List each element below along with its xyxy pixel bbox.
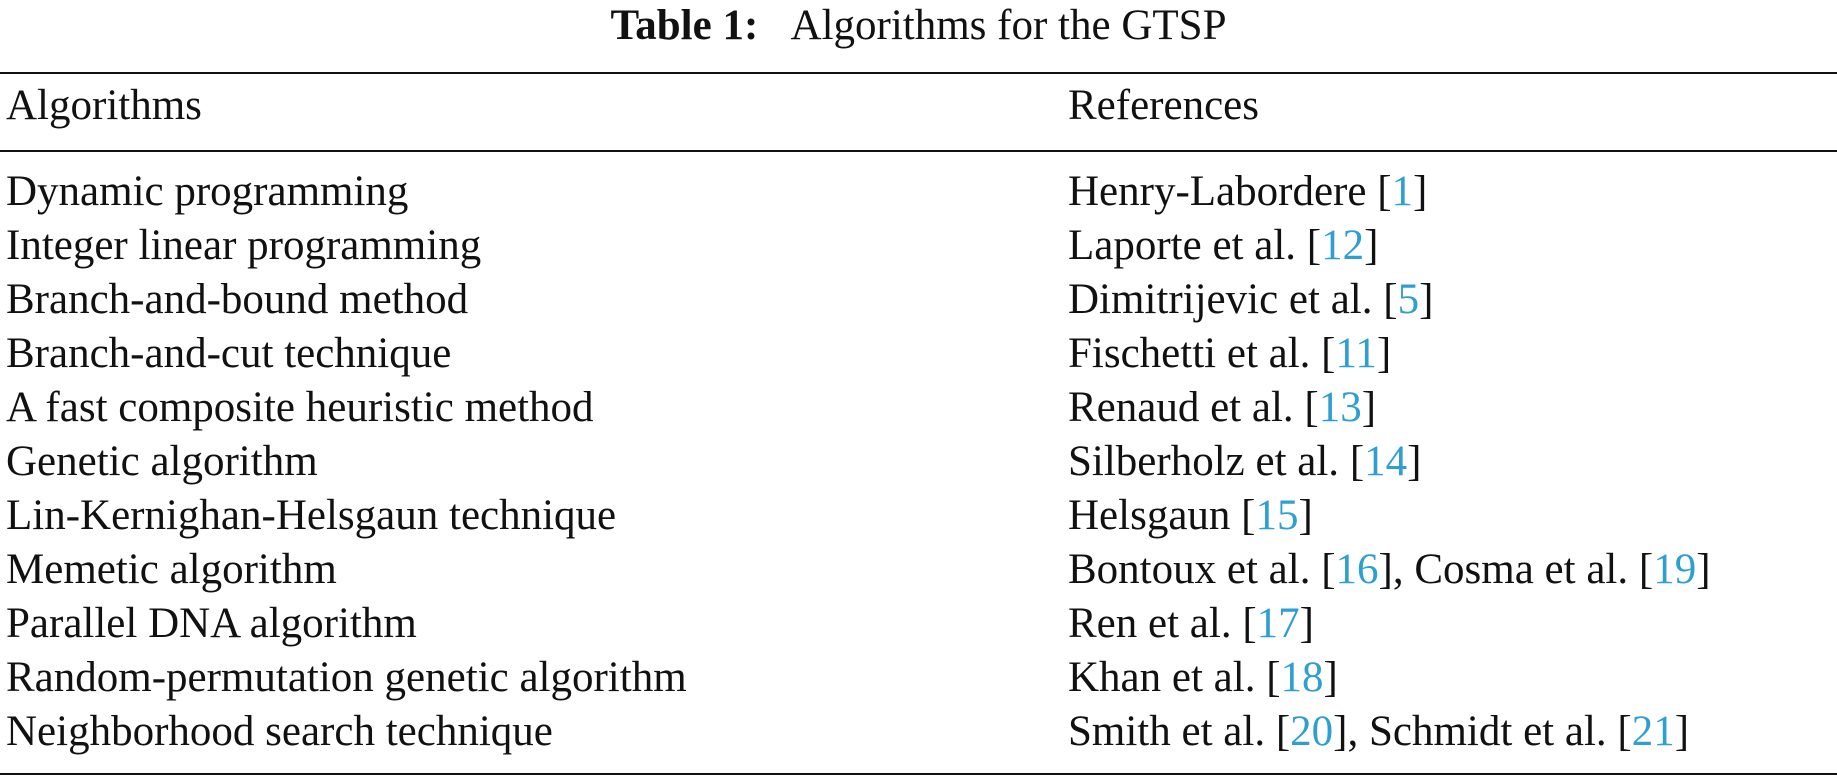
references-cell: Bontoux et al. [16], Cosma et al. [19] [1068, 546, 1711, 593]
references-cell: Fischetti et al. [11] [1068, 330, 1392, 377]
citation-link[interactable]: 11 [1335, 330, 1377, 377]
citation-link[interactable]: 5 [1397, 276, 1420, 323]
column-header-algorithms: Algorithms [6, 82, 202, 129]
table-caption-label: Table 1: [610, 2, 759, 49]
table-row [0, 273, 1837, 327]
references-cell: Henry-Labordere [1] [1068, 168, 1428, 215]
table-row [0, 543, 1837, 597]
reference-author: Schmidt et al. [1368, 708, 1607, 755]
references-cell: Helsgaun [15] [1068, 492, 1313, 539]
references-cell: Khan et al. [18] [1068, 654, 1338, 701]
algorithm-cell: Parallel DNA algorithm [6, 600, 417, 647]
table-row [0, 165, 1837, 219]
algorithm-cell: Branch-and-cut technique [6, 330, 452, 377]
algorithm-cell: A fast composite heuristic method [6, 384, 594, 431]
citation-link[interactable]: 21 [1631, 708, 1675, 755]
citation-link[interactable]: 19 [1653, 546, 1697, 593]
citation-link[interactable]: 13 [1318, 384, 1362, 431]
algorithm-cell: Random-permutation genetic algorithm [6, 654, 687, 701]
reference-author: Bontoux et al. [1068, 546, 1311, 593]
reference-author: Ren et al. [1068, 600, 1232, 647]
table-top-rule [0, 72, 1837, 74]
reference-author: Fischetti et al. [1068, 330, 1311, 377]
table-caption-text: Algorithms for the GTSP [790, 2, 1227, 49]
references-cell: Renaud et al. [13] [1068, 384, 1377, 431]
citation-link[interactable]: 14 [1364, 438, 1408, 485]
citation-link[interactable]: 17 [1256, 600, 1300, 647]
reference-author: Silberholz et al. [1068, 438, 1340, 485]
table-header-rule [0, 150, 1837, 152]
citation-link[interactable]: 20 [1290, 708, 1334, 755]
citation-link[interactable]: 16 [1335, 546, 1379, 593]
table-row [0, 435, 1837, 489]
references-cell: Laporte et al. [12] [1068, 222, 1379, 269]
table-row [0, 651, 1837, 705]
table-caption [0, 0, 1837, 52]
table-row [0, 597, 1837, 651]
citation-link[interactable]: 1 [1391, 168, 1414, 215]
column-header-references: References [1068, 82, 1259, 129]
algorithm-cell: Integer linear programming [6, 222, 482, 269]
algorithm-cell: Memetic algorithm [6, 546, 337, 593]
algorithm-cell: Dynamic programming [6, 168, 409, 215]
citation-link[interactable]: 12 [1321, 222, 1365, 269]
table-body [0, 165, 1837, 759]
algorithm-cell: Neighborhood search technique [6, 708, 553, 755]
table-caption-spacer [769, 2, 791, 49]
references-cell: Dimitrijevic et al. [5] [1068, 276, 1434, 323]
algorithm-cell: Genetic algorithm [6, 438, 318, 485]
citation-link[interactable]: 18 [1280, 654, 1324, 701]
reference-author: Khan et al. [1068, 654, 1256, 701]
algorithm-cell: Lin-Kernighan-Helsgaun technique [6, 492, 617, 539]
reference-author: Helsgaun [1068, 492, 1231, 539]
table-row [0, 381, 1837, 435]
reference-author: Laporte et al. [1068, 222, 1297, 269]
reference-author: Cosma et al. [1414, 546, 1629, 593]
references-cell: Ren et al. [17] [1068, 600, 1314, 647]
references-cell: Smith et al. [20], Schmidt et al. [21] [1068, 708, 1690, 755]
reference-author: Smith et al. [1068, 708, 1266, 755]
table-row [0, 705, 1837, 759]
algorithm-cell: Branch-and-bound method [6, 276, 469, 323]
reference-author: Dimitrijevic et al. [1068, 276, 1373, 323]
references-cell: Silberholz et al. [14] [1068, 438, 1422, 485]
table-row [0, 219, 1837, 273]
reference-author: Renaud et al. [1068, 384, 1294, 431]
table-row [0, 489, 1837, 543]
citation-link[interactable]: 15 [1255, 492, 1299, 539]
reference-author: Henry-Labordere [1068, 168, 1367, 215]
table-row [0, 327, 1837, 381]
table-bottom-rule [0, 773, 1837, 775]
